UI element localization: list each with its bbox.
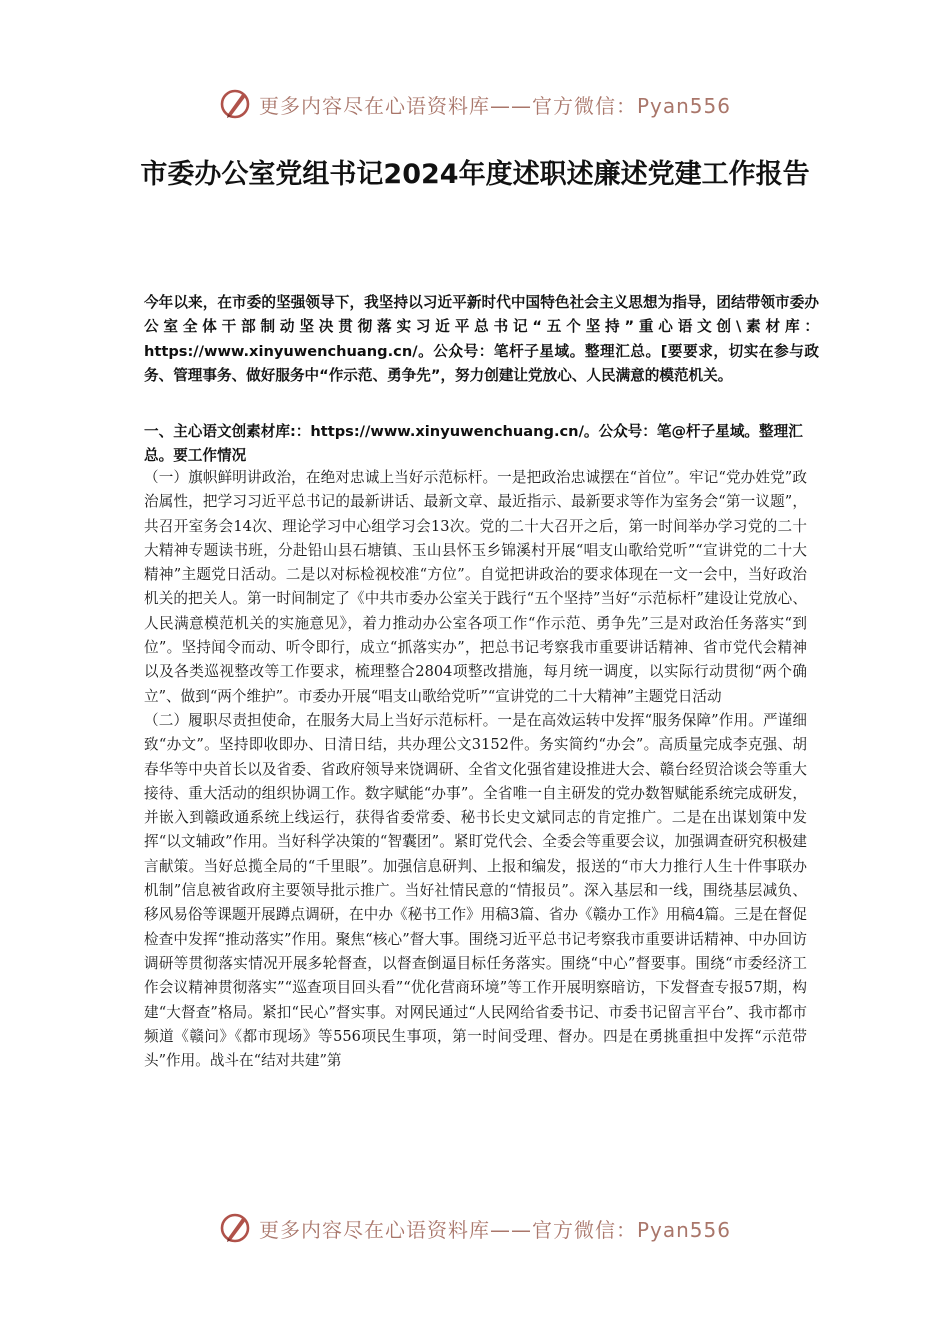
paragraph-1: （一）旗帜鲜明讲政治，在绝对忠诚上当好示范标杆。一是把政治忠诚摆在“首位”。牢记“党办姓党”政治属性，把学习习近平总书记的最新讲话、最新文章、最近指示、最新要求等作为室务会“第一议题”，共召开室务会14次、理论学习中心组学习会13次。党的二十大召开之后，第一时间举办学习党的二十大精神专题读书班，分赴铅山县石塘镇、玉山县怀玉乡锦溪村开展“唱支山歌给党听”“宣讲党的二十大精神”主题党日活动。二是以对标检视校准“方位”。自觉把讲政治的要求体现在一文一会中，当好政治机关的把关人。第一时间制定了《中共市委办公室关于践行“五个坚持”当好“示范标杆”建设让党放心、人民满意模范机关的实施意见》，着力推动办公室各项工作“作示范、勇争先”三是对政治任务落实“到位”。坚持闻令而动、听令即行，成立“抓落实办”，把总书记考察我市重要讲话精神、省市党代会精神以及各类巡视整改等工作要求，梳理整合2804项整改措施，每月统一调度，以实际行动贯彻“两个确立”、做到“两个维护”。市委办开展“唱支山歌给党听”“宣讲党的二十大精神”主题党日活动 <box>144 469 807 705</box>
section-heading-1: 一、主心语文创素材库:：https://www.xinyuwenchuang.cn/。公众号：笔@杆子星域。整理汇总。要工作情况 <box>144 423 803 465</box>
header-banner <box>0 84 950 124</box>
document-title: 市委办公室党组书记2024年度述职述廉述党建工作报告 <box>140 159 810 190</box>
footer-banner-text: 更多内容尽在心语资料库——官方微信：Pyan556 <box>258 1217 731 1242</box>
header-banner-text: 更多内容尽在心语资料库——官方微信：Pyan556 <box>258 93 731 118</box>
pen-in-circle-logo-icon <box>219 1211 253 1245</box>
intro-paragraph: 今年以来，在市委的坚强领导下，我坚持以习近平新时代中国特色社会主义思想为指导，团结带领市委办公室全体干部制动坚决贯彻落实习近平总书记“五个坚持”重心语文创\素材库：https://www.xinyuwenchuang.cn/。公众号：笔杆子星域。整理汇总。[要要求，切实在参与政务、管理事务、做好服务中“作示范、勇争先”，努力创建让党放心、人民满意的模范机关。 <box>144 294 819 385</box>
paragraph-2: （二）履职尽责担使命，在服务大局上当好示范标杆。一是在高效运转中发挥“服务保障”作用。严谨细致“办文”。坚持即收即办、日清日结，共办理公文3152件。务实简约“办会”。高质量完成李克强、胡春华等中央首长以及省委、省政府领导来饶调研、全省文化强省建设推进大会、赣台经贸洽谈会等重大接待、重大活动的组织协调工作。数字赋能“办事”。全省唯一自主研发的党办数智赋能系统完成研发，并嵌入到赣政通系统上线运行，获得省委常委、秘书长史文斌同志的肯定推广。二是在出谋划策中发挥“以文辅政”作用。当好科学决策的“智囊团”。紧盯党代会、全委会等重要会议，加强调查研究积极建言献策。当好总揽全局的“千里眼”。加强信息研判、上报和编发，报送的“市大力推行人生十件事联办机制”信息被省政府主要领导批示推广。当好社情民意的“情报员”。深入基层和一线，围绕基层减负、移风易俗等课题开展蹲点调研，在中办《秘书工作》用稿3篇、省办《赣办工作》用稿4篇。三是在督促检查中发挥“推动落实”作用。聚焦“核心”督大事。围绕习近平总书记考察我市重要讲话精神、中办回访调研等贯彻落实情况开展多轮督查，以督查倒逼目标任务落实。围绕“中心”督要事。围绕“市委经济工作会议精神贯彻落实”“巡查项目回头看”“优化营商环境”等工作开展明察暗访，下发督查专报57期，构建“大督查”格局。紧扣“民心”督实事。对网民通过“人民网给省委书记、市委书记留言平台”、我市都市频道《赣问》《都市现场》等556项民生事项，第一时间受理、督办。四是在勇挑重担中发挥“示范带头”作用。战斗在“结对共建”第 <box>144 711 807 1070</box>
footer-banner <box>0 1208 950 1248</box>
pen-in-circle-logo-icon <box>219 87 253 121</box>
document-body <box>144 466 807 1073</box>
